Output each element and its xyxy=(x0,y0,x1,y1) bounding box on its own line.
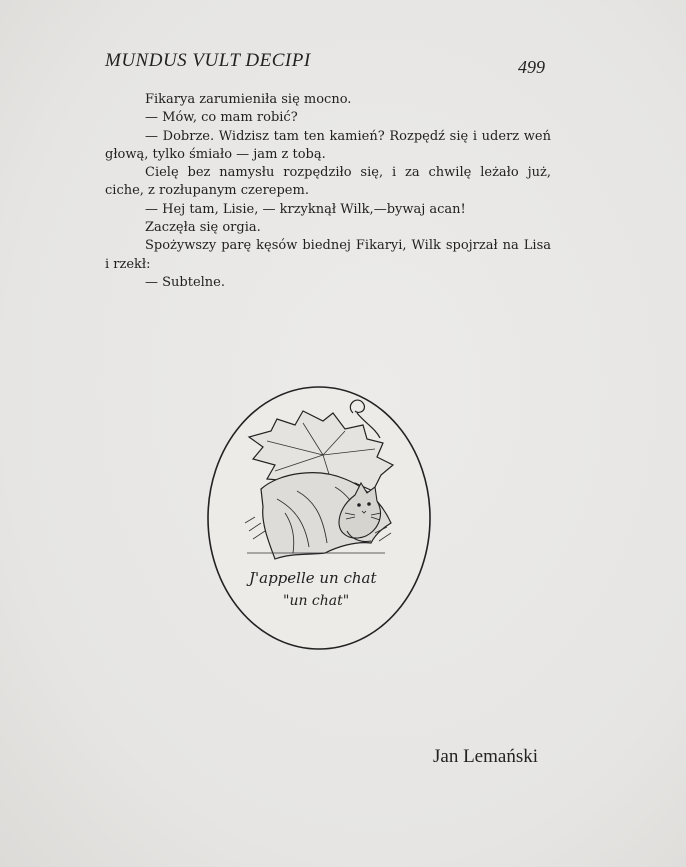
vignette-illustration xyxy=(205,383,433,653)
author-signature: Jan Lemański xyxy=(433,746,539,767)
paragraph: — Subtelne. xyxy=(145,274,226,290)
paragraph: — Hej tam, Lisie, — krzyknął Wilk,—bywaj acan! xyxy=(145,201,466,217)
caption-line-1: J'appelle un chat xyxy=(249,569,377,587)
page-number: 499 xyxy=(518,57,545,77)
paragraph: Cielę bez namysłu rozpędziło się, i za chwilę leżało już, ciche, z rozłupanym czerepem. xyxy=(105,165,551,199)
paragraph: Spożywszy parę kęsów biednej Fikaryi, Wilk spojrzał na Lisa i rzekł: xyxy=(105,238,551,272)
paragraph: Fikarya zarumieniła się mocno. xyxy=(145,92,352,107)
paragraph: — Dobrze. Widzisz tam ten kamień? Rozpędź się i uderz weń głową, tylko śmiało — jam z tobą. xyxy=(105,128,551,162)
paragraph: Zaczęła się orgia. xyxy=(145,220,261,236)
paragraph: — Mów, co mam robić? xyxy=(145,110,298,126)
running-header-title: MUNDUS VULT DECIPI xyxy=(105,50,311,71)
body-text xyxy=(105,91,551,292)
caption-line-2: "un chat" xyxy=(283,593,350,609)
